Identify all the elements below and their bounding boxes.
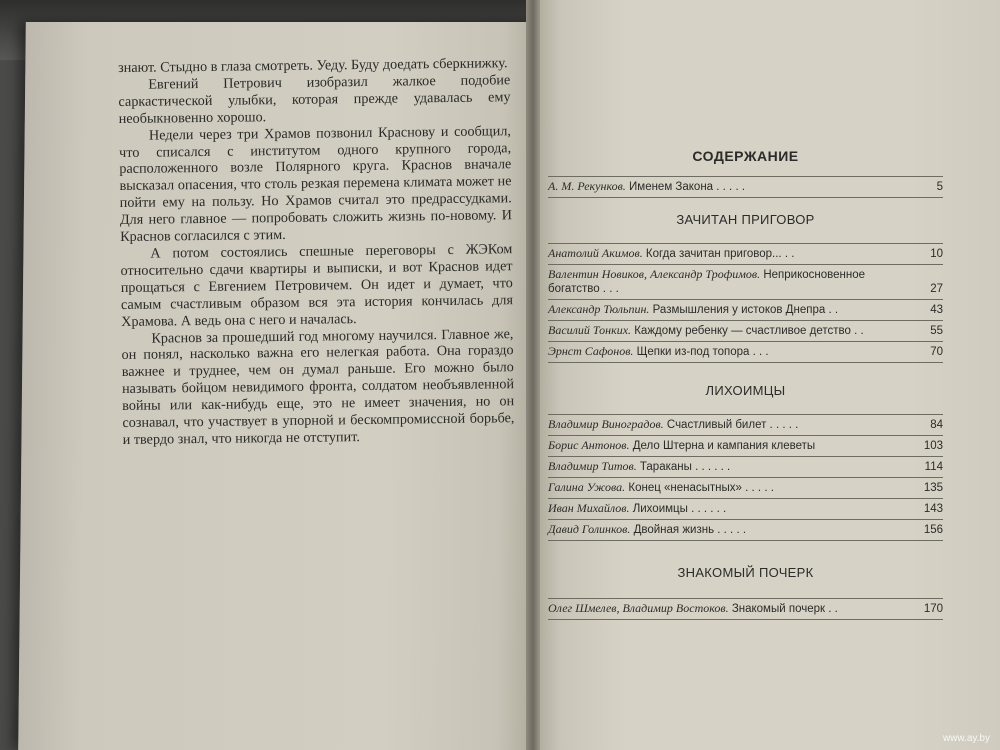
entry-author: Анатолий Акимов. [548, 246, 643, 260]
entry-title: Каждому ребенку — счастливое детство [634, 325, 851, 337]
entry-title: Размышления у истоков Днепра [652, 304, 826, 316]
toc-entry: Олег Шмелев, Владимир Востоков. Знакомый почерк . . 170 [548, 599, 943, 620]
entry-page: 27 [930, 283, 943, 295]
entry-page: 103 [923, 440, 943, 452]
paragraph: Краснов за прошедший год многому научился. Главное же, он понял, насколько важна его нелегкая работа. Она гораздо важнее и труднее, чем он думал раньше. Его можно было называть бойцом невидимого фронта, солдатом необъявленной войны или как-нибудь еще, это не имеет значения, но он сознавал, что участвует в упорной и бескомпромиссной борьбе, и твердо знал, что никогда не отступит. [121, 325, 515, 448]
entry-author: Владимир Титов. [548, 459, 637, 473]
entry-author: Александр Тюльпин. [548, 302, 650, 316]
watermark: www.ay.by [942, 733, 990, 744]
entry-author: Борис Антонов. [548, 438, 630, 452]
section-entries [548, 414, 943, 541]
entry-page: 135 [923, 482, 943, 494]
toc-entry: Владимир Виноградов. Счастливый билет . . . . . 84 [548, 415, 943, 436]
section-title: ЛИХОИМЦЫ [705, 383, 786, 398]
entry-page: 156 [923, 524, 943, 536]
paragraph: знают. Стыдно в глаза смотреть. Уеду. Буду доедать сберкнижку. [118, 55, 508, 76]
entry-page: 114 [924, 461, 943, 473]
entry-title: Именем Закона [629, 181, 714, 193]
toc-entry: Давид Голинков. Двойная жизнь . . . . . 156 [548, 520, 943, 541]
entry-title: Когда зачитан приговор... [645, 248, 782, 260]
entry-author: Василий Тонких. [548, 323, 632, 337]
paragraph: Евгений Петрович изобразил жалкое подобие саркастической улыбки, которая прежде удавалась ему необыкновенно хорошо. [118, 72, 511, 127]
entry-author: Валентин Новиков, Александр Трофимов. [548, 267, 761, 281]
entry-author: Галина Ужова. [548, 480, 626, 494]
toc-intro [548, 176, 943, 198]
toc-entry: Валентин Новиков, Александр Трофимов. Неприкосновенное богатство . . . 27 [548, 265, 943, 300]
entry-title: Лихоимцы [632, 503, 688, 515]
section-entries [548, 243, 943, 363]
toc-entry: Владимир Титов. Тараканы . . . . . . 114 [548, 457, 943, 478]
entry-author: А. М. Рекунков. [548, 179, 626, 193]
entry-page: 10 [930, 248, 943, 260]
paragraph: Недели через три Храмов позвонил Краснову и сообщил, что списался с институтом одного крупного города, расположенного возле Полярного круга. Краснов вначале высказал опасения, что столь резкая перемена климата может не пойти ему на пользу. Но Храмов считал это предрассудками. Для него главное — попробовать сложить жизнь по-новому. И Краснов согласился с этим. [119, 122, 513, 246]
toc-entry: Эрнст Сафонов. Щепки из-под топора . . . 70 [548, 342, 943, 363]
entry-author: Олег Шмелев, Владимир Востоков. [548, 601, 729, 615]
entry-page: 55 [930, 325, 943, 337]
paragraph: А потом состоялись спешные переговоры с ЖЭКом относительно сдачи квартиры и выписки, и вот Краснов идет прощаться с Евгением Петровичем. Он идет и думает, что самым счастливым образом вся эта история кончилась для Храмова. А ведь она с него и началась. [120, 241, 514, 330]
toc-title: СОДЕРЖАНИЕ [692, 148, 799, 164]
section-entries [548, 598, 943, 620]
entry-title: Знакомый почерк [731, 603, 826, 615]
entry-page: 70 [930, 346, 943, 358]
entry-title: Щепки из-под топора [636, 346, 750, 358]
entry-title: Конец «ненасытных» [628, 482, 742, 494]
entry-page: 143 [923, 503, 943, 515]
entry-author: Эрнст Сафонов. [548, 344, 634, 358]
entry-title: Двойная жизнь [633, 524, 715, 536]
entry-title: Счастливый билет [666, 419, 767, 431]
toc-entry: Анатолий Акимов. Когда зачитан приговор... . . 10 [548, 244, 943, 265]
entry-page: 43 [930, 304, 943, 316]
book-spine [526, 0, 540, 750]
toc-entry: А. М. Рекунков. Именем Закона . . . . . 5 [548, 177, 943, 198]
entry-author: Владимир Виноградов. [548, 417, 664, 431]
toc-entry: Александр Тюльпин. Размышления у истоков Днепра . . 43 [548, 300, 943, 321]
entry-author: Давид Голинков. [548, 522, 631, 536]
toc-entry: Василий Тонких. Каждому ребенку — счастливое детство . . 55 [548, 321, 943, 342]
entry-title: Тараканы [639, 461, 692, 473]
entry-page: 84 [930, 419, 943, 431]
entry-title: Неприкосновенное богатство [548, 269, 866, 295]
section-title: ЗАЧИТАН ПРИГОВОР [676, 212, 815, 227]
entry-page: 170 [923, 603, 943, 615]
table-of-contents [548, 148, 943, 620]
toc-entry: Галина Ужова. Конец «ненасытных» . . . . . 135 [548, 478, 943, 499]
left-page-text [118, 55, 515, 449]
entry-author: Иван Михайлов. [548, 501, 630, 515]
entry-title: Дело Штерна и кампания клеветы [632, 440, 816, 452]
entry-page: 5 [936, 181, 943, 193]
section-title: ЗНАКОМЫЙ ПОЧЕРК [677, 565, 814, 580]
toc-entry: Иван Михайлов. Лихоимцы . . . . . . 143 [548, 499, 943, 520]
toc-entry [548, 436, 943, 457]
